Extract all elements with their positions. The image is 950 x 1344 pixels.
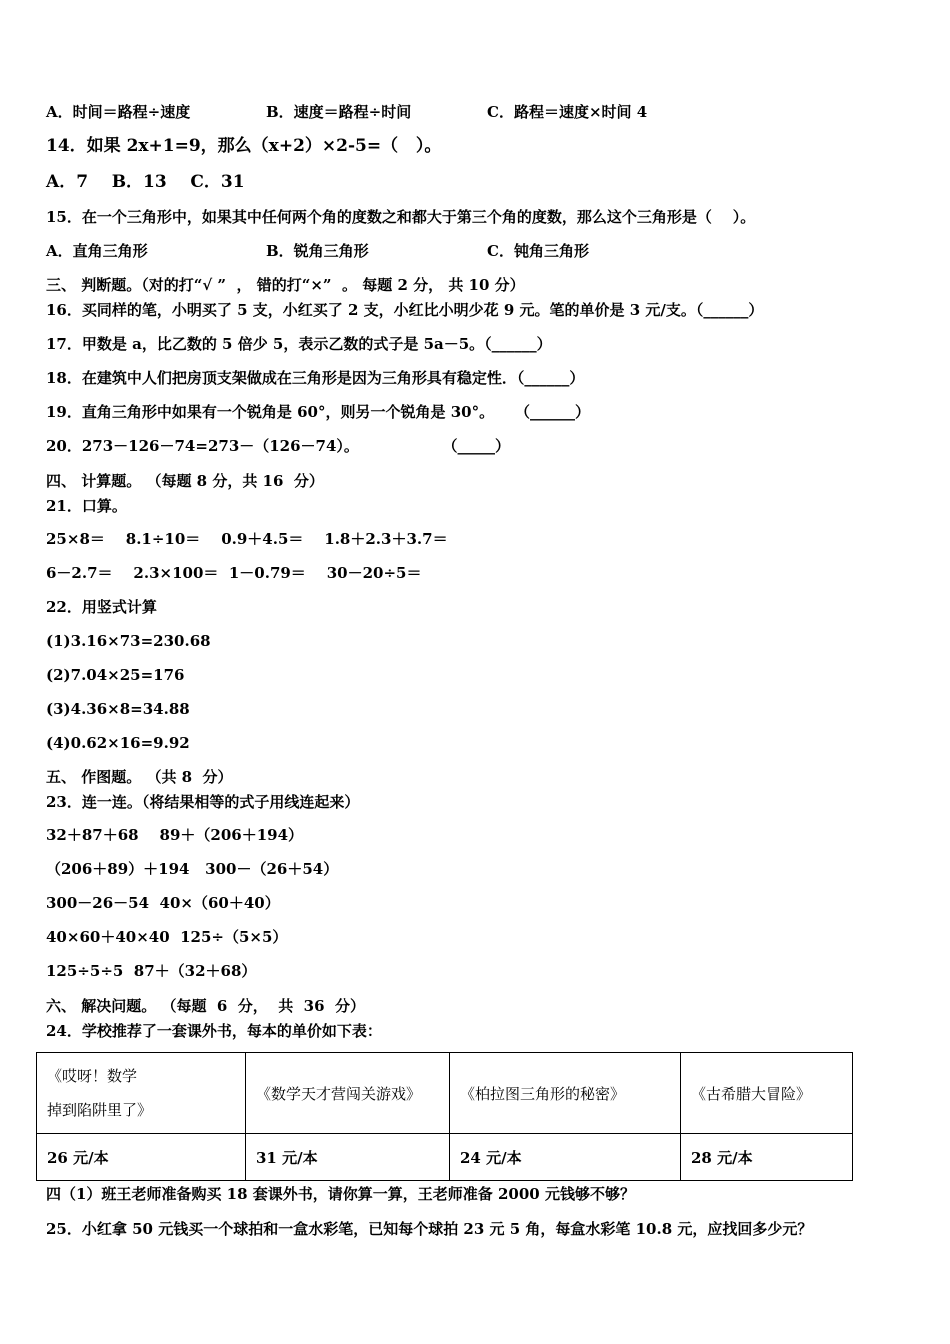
q22: 22．用竖式计算	[46, 598, 157, 616]
section4-header: 四、 计算题。 （每题 8 分，共 16 分）	[46, 472, 324, 490]
q19: 19．直角三角形中如果有一个锐角是 60°，则另一个锐角是 30°。 （______）	[46, 403, 590, 421]
q23-row-3: 300－26－54 40×（60＋40）	[46, 894, 280, 912]
q25: 25．小红拿 50 元钱买一个球拍和一盒水彩笔，已知每个球拍 23 元 5 角，每盒水彩笔 10.8 元，应找回多少元？	[46, 1220, 813, 1238]
q21-row-1: 25×8＝ 8.1÷10＝ 0.9＋4.5＝ 1.8＋2.3＋3.7＝	[46, 530, 448, 548]
book-cell-3: 《柏拉图三角形的秘密》	[450, 1053, 681, 1134]
section6-header: 六、 解决问题。 （每题 6 分， 共 36 分）	[46, 997, 365, 1015]
q14-options: A．7 B．13 C．31	[46, 172, 245, 192]
q15-stem: 15．在一个三角形中，如果其中任何两个角的度数之和都大于第三个角的度数，那么这个三角形是（ ）。	[46, 208, 756, 226]
price-cell-3: 24 元/本	[450, 1134, 681, 1181]
q16: 16．买同样的笔，小明买了 5 支，小红买了 2 支，小红比小明少花 9 元。笔的单价是 3 元/支。（______）	[46, 301, 764, 319]
q13-option-c: C．路程＝速度×时间 4	[487, 103, 648, 121]
q23-row-2: （206＋89）＋194 300－（26＋54）	[46, 860, 339, 878]
book-1-line-2: 掉到陷阱里了》	[47, 1101, 153, 1119]
q21: 21．口算。	[46, 497, 127, 515]
book-1-line-1: 《哎呀！数学	[47, 1067, 138, 1085]
price-cell-2: 31 元/本	[246, 1134, 450, 1181]
q13-option-b: B．速度＝路程÷时间	[266, 103, 412, 121]
q17: 17．甲数是 a，比乙数的 5 倍少 5，表示乙数的式子是 5a－5。（______）	[46, 335, 552, 353]
q23: 23．连一连。（将结果相等的式子用线连起来）	[46, 793, 360, 811]
section3-header: 三、 判断题。（对的打“√ ” ， 错的打“×” 。 每题 2 分， 共 10 分）	[46, 276, 525, 294]
price-cell-4: 28 元/本	[681, 1134, 853, 1181]
book-cell-4: 《古希腊大冒险》	[681, 1053, 853, 1134]
q18: 18．在建筑中人们把房顶支架做成在三角形是因为三角形具有稳定性．（______）	[46, 369, 585, 387]
q15-option-a: A．直角三角形	[46, 242, 148, 260]
q24: 24．学校推荐了一套课外书，每本的单价如下表：	[46, 1022, 382, 1040]
price-cell-1: 26 元/本	[37, 1134, 246, 1181]
book-cell-1	[37, 1053, 246, 1134]
book-cell-2: 《数学天才营闯关游戏》	[246, 1053, 450, 1134]
q22-item-1: (1)3.16×73=230.68	[46, 632, 211, 650]
q24-question: 四（1）班王老师准备购买 18 套课外书，请你算一算，王老师准备 2000 元钱够不够？	[46, 1185, 635, 1203]
q22-item-4: (4)0.62×16=9.92	[46, 734, 190, 752]
q14-stem: 14．如果 2x+1=9，那么（x+2）×2-5=（ ）。	[46, 136, 442, 156]
q21-row-2: 6－2.7＝ 2.3×100＝ 1－0.79＝ 30－20÷5＝	[46, 564, 422, 582]
q15-option-b: B．锐角三角形	[266, 242, 369, 260]
section5-header: 五、 作图题。 （共 8 分）	[46, 768, 233, 786]
q23-row-1: 32＋87＋68 89＋（206＋194）	[46, 826, 304, 844]
q23-row-4: 40×60＋40×40 125÷（5×5）	[46, 928, 288, 946]
table-row	[37, 1053, 853, 1134]
q22-item-3: (3)4.36×8=34.88	[46, 700, 190, 718]
q22-item-2: (2)7.04×25=176	[46, 666, 185, 684]
q15-option-c: C．钝角三角形	[487, 242, 589, 260]
book-price-table	[36, 1052, 853, 1181]
table-row	[37, 1134, 853, 1181]
q23-row-5: 125÷5÷5 87＋（32＋68）	[46, 962, 257, 980]
q13-option-a: A．时间＝路程÷速度	[46, 103, 191, 121]
q20: 20．273－126－74=273－（126－74）。 （_____）	[46, 437, 510, 455]
